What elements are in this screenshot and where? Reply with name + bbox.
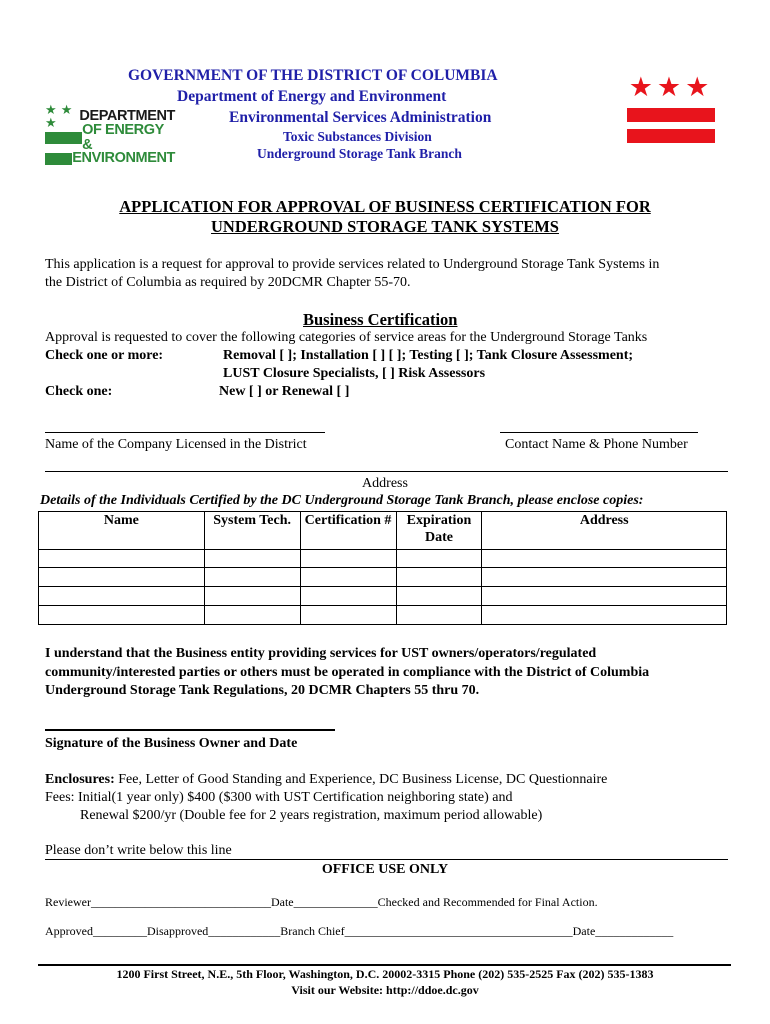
office-heading: OFFICE USE ONLY: [321, 862, 449, 877]
agreement-line-2: community/interested parties or others must be operated in compliance with the District of Columbia: [45, 664, 650, 680]
table-row: [39, 568, 727, 587]
flag-bar-bottom: [627, 129, 715, 143]
approved-line[interactable]: Approved_________Disapproved____________Branch Chief______________________________________Date_____________: [45, 924, 674, 938]
reviewer-line[interactable]: Reviewer______________________________Date______________Checked and Recommended for Final Action.: [45, 895, 598, 909]
table-cell[interactable]: [39, 568, 205, 587]
agreement-paragraph: [45, 645, 649, 701]
header-branch: Underground Storage Tank Branch: [257, 146, 462, 161]
table-cell[interactable]: [396, 587, 482, 606]
col-header-address: Address: [482, 512, 727, 550]
dept-logo: [45, 102, 175, 169]
logo-stars: ★ ★ ★: [45, 102, 73, 131]
table-cell[interactable]: [204, 550, 300, 568]
footer-address: 1200 First Street, N.E., 5th Floor, Washington, D.C. 20002-3315 Phone (202) 535-2525 Fax (202) 535-1383: [116, 967, 654, 981]
header-gov: GOVERNMENT OF THE DISTRICT OF COLUMBIA: [128, 67, 498, 84]
table-cell[interactable]: [482, 587, 727, 606]
table-cell[interactable]: [204, 606, 300, 625]
check-one-label: Check one:: [45, 384, 113, 399]
col-header-name: Name: [39, 512, 205, 550]
table-cell[interactable]: [482, 568, 727, 587]
table-cell[interactable]: [204, 568, 300, 587]
check-more-options-2[interactable]: LUST Closure Specialists, [ ] Risk Assessors: [223, 366, 486, 381]
table-cell[interactable]: [482, 606, 727, 625]
contact-field[interactable]: [500, 432, 698, 433]
form-title: [0, 197, 770, 237]
logo-line-3: ENVIRONMENT: [72, 150, 175, 166]
table-row: [39, 587, 727, 606]
intro-line-2: the District of Columbia as required by 20DCMR Chapter 55-70.: [45, 275, 411, 290]
agreement-line-3: Underground Storage Tank Regulations, 20 DCMR Chapters 55 thru 70.: [45, 683, 480, 698]
footer-divider: [38, 964, 731, 966]
header-admin: Environmental Services Administration: [229, 109, 492, 126]
business-cert-heading: Business Certification: [303, 310, 458, 329]
fees-line-1: Fees: Initial(1 year only) $400 ($300 with UST Certification neighboring state) and: [45, 790, 513, 805]
fees-line-2: Renewal $200/yr (Double fee for 2 years registration, maximum period allowable): [80, 808, 543, 823]
intro-line-1: This application is a request for approval to provide services related to Underground Storage Tank Systems in: [45, 257, 660, 272]
table-row: [39, 606, 727, 625]
table-cell[interactable]: [300, 606, 396, 625]
check-one-options[interactable]: New [ ] or Renewal [ ]: [219, 384, 350, 399]
table-cell[interactable]: [300, 550, 396, 568]
flag-bar-top: [627, 108, 715, 122]
col-header-certification: Certification #: [300, 512, 396, 550]
logo-line-2: OF ENERGY &: [82, 121, 164, 153]
table-cell[interactable]: [396, 568, 482, 587]
enclosures-line: [45, 772, 607, 788]
individuals-caption: Details of the Individuals Certified by the DC Underground Storage Tank Branch, please enclose copies:: [40, 493, 644, 508]
intro-paragraph: [45, 256, 659, 292]
table-cell[interactable]: [396, 550, 482, 568]
col-header-system-tech: System Tech.: [204, 512, 300, 550]
contact-label: Contact Name & Phone Number: [505, 437, 688, 452]
enclosures-label: Enclosures:: [45, 772, 115, 787]
approval-text: Approval is requested to cover the following categories of service areas for the Underground Storage Tanks: [45, 330, 648, 345]
table-cell[interactable]: [39, 550, 205, 568]
logo-bar-1: [45, 132, 82, 144]
table-cell[interactable]: [300, 587, 396, 606]
table-cell[interactable]: [39, 606, 205, 625]
check-more-label: Check one or more:: [45, 348, 164, 363]
table-cell[interactable]: [39, 587, 205, 606]
signature-label: Signature of the Business Owner and Date: [45, 736, 298, 751]
table-row: [39, 550, 727, 568]
company-name-label: Name of the Company Licensed in the District: [45, 437, 307, 452]
col-header-expiration: Expiration Date: [396, 512, 482, 550]
agreement-line-1: I understand that the Business entity providing services for UST owners/operators/regulated: [45, 646, 597, 661]
title-line-2: UNDERGROUND STORAGE TANK SYSTEMS: [211, 217, 559, 236]
office-note: Please don’t write below this line: [45, 843, 232, 858]
title-line-1: APPLICATION FOR APPROVAL OF BUSINESS CERTIFICATION FOR: [119, 197, 651, 216]
address-label: Address: [362, 476, 408, 491]
table-header-row: [39, 512, 727, 550]
enclosures-text: Fee, Letter of Good Standing and Experience, DC Business License, DC Questionnaire: [114, 772, 608, 787]
company-name-field[interactable]: [45, 432, 325, 433]
header-division: Toxic Substances Division: [283, 129, 432, 144]
table-cell[interactable]: [300, 568, 396, 587]
table-cell[interactable]: [396, 606, 482, 625]
header-dept: Department of Energy and Environment: [177, 88, 447, 105]
dc-flag: [627, 74, 715, 144]
flag-stars: ★★★: [628, 72, 714, 103]
logo-bar-2: [45, 153, 72, 165]
individuals-table-wrap: [38, 511, 727, 625]
individuals-table: [38, 511, 727, 625]
table-cell[interactable]: [204, 587, 300, 606]
office-divider: [45, 859, 728, 860]
address-field[interactable]: [45, 471, 728, 472]
footer-website: Visit our Website: http://ddoe.dc.gov: [291, 983, 479, 997]
signature-field[interactable]: [45, 729, 335, 731]
check-more-options-1[interactable]: Removal [ ]; Installation [ ] [ ]; Testing [ ]; Tank Closure Assessment;: [223, 348, 634, 363]
logo-line-1: DEPARTMENT: [79, 108, 175, 124]
table-cell[interactable]: [482, 550, 727, 568]
